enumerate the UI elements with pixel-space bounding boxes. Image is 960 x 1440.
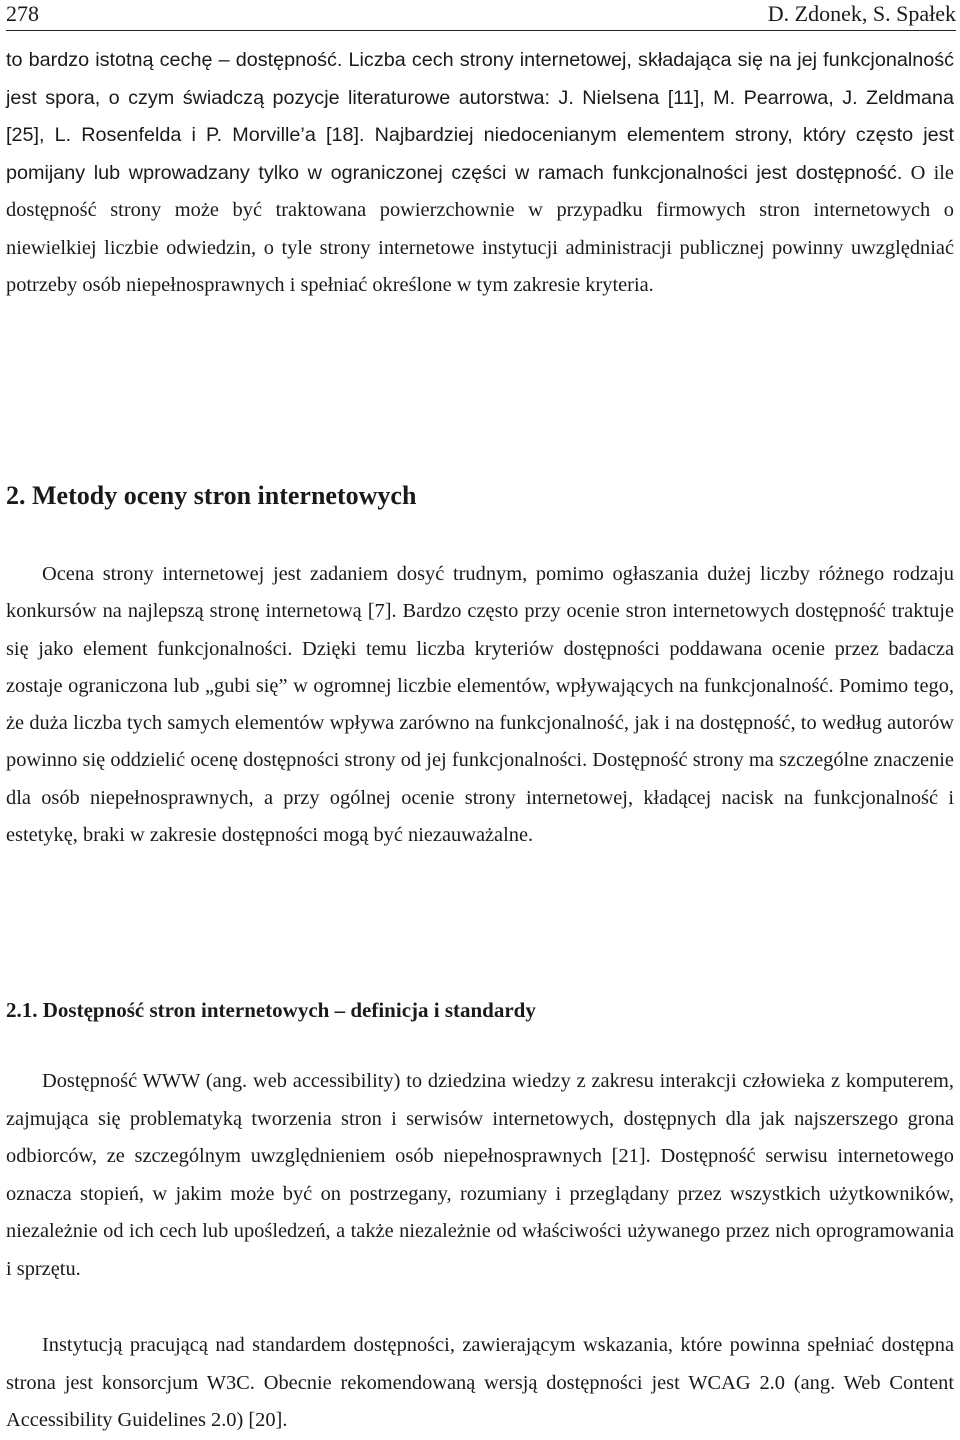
body-paragraph-section-2 [6,556,954,854]
paragraph-text-part-a: to bardzo istotną cechę – dostępność. Liczba cech strony internetowej, składająca się na jej funkcjonalność jest spora, o czym świadczą pozycje literaturowe autorstwa: J. Nielsena [11], M. Pearrowa, J. Zeldmana [25], L. Rosenfelda i P. Morville’a [18]. Najbardziej niedocenianym elementem strony, który często jest pomijany lub wprowadzany tylko w ograniczonej części w ramach funkcjonalności jest dostępność. [6,49,954,184]
body-paragraph-section-2-1-b [6,1327,954,1440]
body-paragraph-intro [6,42,954,305]
running-header [6,0,956,31]
running-header-authors: D. Zdonek, S. Spałek [767,1,956,26]
page-number: 278 [6,1,39,26]
body-paragraph-section-2-1-a [6,1063,954,1289]
paragraph-text: Instytucją pracującą nad standardem dostępności, zawierającym wskazania, które powinna spełniać dostępna strona jest konsorcjum W3C. Obecnie rekomendowaną wersją dostępności jest WCAG 2.0 (ang. Web Content Accessibility Guidelines 2.0) [20]. [6,1334,954,1432]
paragraph-text-part-b: O ile dostępność strony może być traktowana powierzchownie w przypadku firmowych stron internetowych o niewielkiej liczbie odwiedzin, o tyle strony internetowe instytucji administracji publicznej powinny uwzględniać potrzeby osób niepełnosprawnych i spełniać określone w tym zakresie kryteria. [6,161,954,296]
paragraph-text: Ocena strony internetowej jest zadaniem dosyć trudnym, pomimo ogłaszania dużej liczby różnego rodzaju konkursów na najlepszą stronę internetową [7]. Bardzo często przy ocenie stron internetowych dostępność traktuje się jako element funkcjonalności. Dzięki temu liczba kryteriów dostępności poddawana ocenie przez badacza zostaje ograniczona lub „gubi się” w ogromnej liczbie elementów, wpływających na funkcjonalność. Pomimo tego, że duża liczba tych samych elementów wpływa zarówno na funkcjonalność, jak i na dostępność, to według autorów powinno się oddzielić ocenę dostępności strony od jej funkcjonalności. Dostępność strony ma szczególne znaczenie dla osób niepełnosprawnych, a przy ogólnej ocenie strony internetowej, kładącej nacisk na funkcjonalność i estetykę, braki w zakresie dostępności mogą być niezauważalne. [6,563,954,847]
section-heading-2: 2. Metody oceny stron internetowych [6,481,417,510]
paragraph-text: Dostępność WWW (ang. web accessibility) to dziedzina wiedzy z zakresu interakcji człowieka z komputerem, zajmująca się problematyką tworzenia stron i serwisów internetowych, dostępnych dla jak najszerszego grona odbiorców, ze szczególnym uwzględnieniem osób niepełnosprawnych [21]. Dostępność serwisu internetowego oznacza stopień, w jakim może być on postrzegany, rozumiany i przeglądany przez wszystkich użytkowników, niezależnie od ich cech lub upośledzeń, a także niezależnie od właściwości używanego przez nich oprogramowania i sprzętu. [6,1070,954,1280]
section-heading-2-1: 2.1. Dostępność stron internetowych – definicja i standardy [6,998,536,1022]
